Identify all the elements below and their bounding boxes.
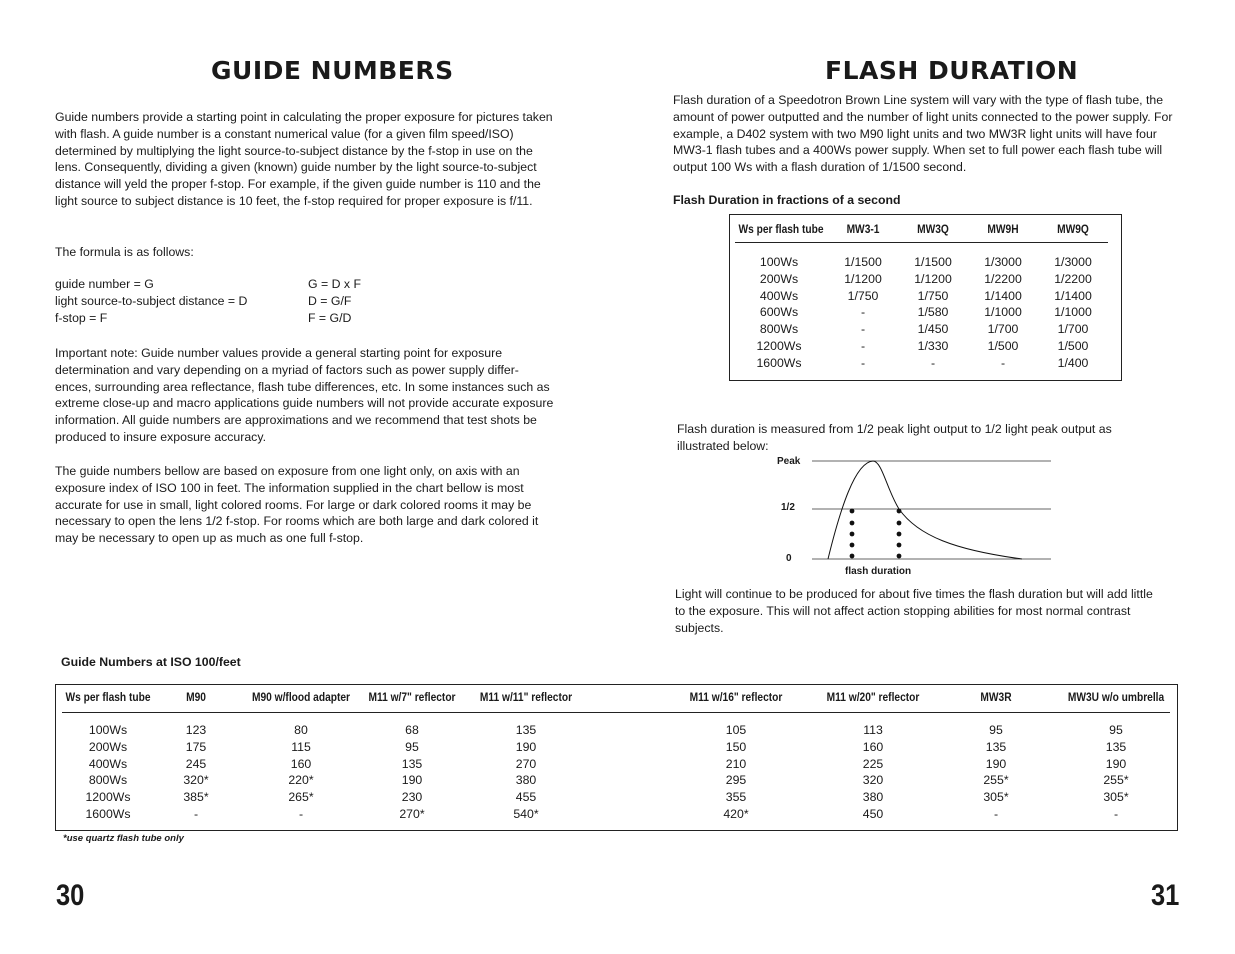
flash-table-cell: 1/1500 <box>914 255 952 269</box>
guide-numbers-title: GUIDE NUMBERS <box>211 56 454 85</box>
guide-table-header-cell: Ws per flash tube <box>65 690 151 704</box>
guide-table-header-cell: M11 w/20" reflector <box>826 690 920 704</box>
guide-table-cell: 190 <box>985 756 1007 771</box>
diagram-label-peak: Peak <box>777 456 801 467</box>
guide-table-cell: 355 <box>725 790 747 805</box>
flash-table-cell: 1/450 <box>917 322 949 337</box>
guide-table-row <box>62 722 1170 739</box>
guide-table-cell: 270 <box>515 756 537 771</box>
guide-table-cell: 380 <box>515 773 537 788</box>
flash-table-row <box>735 321 1108 338</box>
guide-table-cell: 450 <box>862 806 884 821</box>
guide-table-cell: 100Ws <box>88 723 128 737</box>
flash-table-cell: 1/750 <box>917 288 949 303</box>
guide-table-cell: 380 <box>862 790 884 805</box>
flash-table-header-cell: MW9Q <box>1057 222 1089 236</box>
guide-table-cell: 320 <box>862 773 884 788</box>
guide-table-cell: 123 <box>185 723 207 737</box>
flash-table-cell: 1600Ws <box>756 355 802 370</box>
flash-table-header-cell: Ws per flash tube <box>738 222 824 236</box>
flash-after-paragraph: Light will continue to be produced for about five times the flash duration but will add little to the exposure. This will not affect action stopping abilities for most normal contrast subjects. <box>675 587 1153 635</box>
flash-intro-paragraph: Flash duration of a Speedotron Brown Line system will vary with the type of flash tube, the amount of power outputted and the number of light units connected to the power supply. For example, a D402 system with two M90 light units and two MW3R light units will have four MW3-1 flash tubes and a 400Ws power supply. When set to full power each flash tube will output 100 Ws with a flash duration of 1/1500 second. <box>673 93 1173 175</box>
flash-table-cell: 1/750 <box>847 288 879 303</box>
guide-table-cell: 400Ws <box>88 756 128 771</box>
flash-duration-title: FLASH DURATION <box>825 56 1079 85</box>
guide-table-row <box>62 789 1170 806</box>
diagram-label-x: flash duration <box>845 566 912 577</box>
guide-table-cell: - <box>193 806 199 821</box>
guide-table-cell: 68 <box>405 723 419 737</box>
guide-table-caption: Guide Numbers at ISO 100/feet <box>61 655 241 669</box>
guide-table-cell: 160 <box>862 739 884 754</box>
guide-table-cell: 800Ws <box>88 773 128 788</box>
flash-table-cell: 1/700 <box>987 322 1019 337</box>
guide-table-header-cell: M90 <box>186 690 206 704</box>
guide-table-cell: 455 <box>515 790 537 805</box>
guide-table-cell: 245 <box>185 756 207 771</box>
flash-table-cell: 1/3000 <box>1054 255 1092 269</box>
guide-table-cell: 255* <box>1103 773 1129 788</box>
guide-table-header-cell: M90 w/flood adapter <box>251 690 351 704</box>
guide-table-cell: 115 <box>291 739 311 754</box>
flash-table-header <box>735 220 1108 243</box>
page-number-right: 31 <box>1151 879 1180 912</box>
flash-table-cell: 1/1400 <box>1054 288 1092 303</box>
guide-table-cell: - <box>298 806 304 821</box>
flash-table-cell: 800Ws <box>759 322 799 337</box>
formula-expr: F = G/D <box>308 311 352 325</box>
diagram-label-half: 1/2 <box>781 502 795 513</box>
flash-table-cell: - <box>860 338 866 353</box>
page-number-left: 30 <box>56 879 85 912</box>
guide-table-body <box>62 722 1170 823</box>
flash-table-cell: - <box>860 305 866 320</box>
guide-table-cell: 255* <box>983 773 1009 788</box>
flash-table-cell: - <box>1000 355 1006 370</box>
guide-table-cell: 210 <box>725 756 747 771</box>
flash-table-cell: - <box>930 355 936 370</box>
formula-lead: The formula is as follows: <box>55 245 194 259</box>
guide-table-cell: 95 <box>1109 723 1123 737</box>
flash-curve-graphic <box>800 450 1060 570</box>
flash-table-row <box>735 355 1108 372</box>
formula-term: f-stop = F <box>55 311 108 325</box>
flash-table-cell: 200Ws <box>759 271 799 286</box>
guide-table-row <box>62 772 1170 789</box>
guide-table-cell: 270* <box>399 806 425 821</box>
guide-table-cell: 135 <box>401 756 423 771</box>
flash-measured-paragraph: Flash duration is measured from 1/2 peak light output to 1/2 light peak output as illustrated below: <box>677 422 1112 453</box>
guide-table-header-cell: MW3R <box>980 690 1012 704</box>
guide-table-cell: 225 <box>862 756 884 771</box>
guide-table-cell: 190 <box>515 739 537 754</box>
flash-table-row <box>735 271 1108 288</box>
flash-table-row <box>735 288 1108 305</box>
important-note-paragraph: Important note: Guide number values provide a general starting point for exposure determination and vary depending on a myriad of factors such as power supply differ-ences, surrounding area reflectance, flash tube differences, etc. In some instances such as extreme close-up and macro applications guide numbers will not provide accurate exposure information. All guide numbers are approximations and we recommend that test shots be produced to insure exposure accuracy. <box>55 346 554 444</box>
flash-table-cell: 1/3000 <box>984 255 1022 269</box>
formula-term: guide number = G <box>55 277 154 291</box>
flash-table-header-cell: MW9H <box>987 222 1019 236</box>
guide-table-header-cell: M11 w/16" reflector <box>689 690 783 704</box>
flash-table-cell: 1/1400 <box>984 288 1022 303</box>
guide-table-cell: 190 <box>401 773 423 788</box>
flash-table-cell: 1/1500 <box>844 255 882 269</box>
guide-table-row <box>62 806 1170 823</box>
guide-table-cell: 200Ws <box>88 739 128 754</box>
flash-table-cell: - <box>860 355 866 370</box>
guide-table-cell: 295 <box>725 773 747 788</box>
marker-dot <box>850 543 855 548</box>
guide-table-cell: 135 <box>985 739 1007 754</box>
guide-table-row <box>62 756 1170 773</box>
flash-table-row <box>735 338 1108 355</box>
formula-expr: G = D x F <box>308 277 361 291</box>
guide-table-cell: 95 <box>989 723 1003 737</box>
flash-table-header-cell: MW3Q <box>917 222 949 236</box>
guide-table-cell: 135 <box>1105 739 1127 754</box>
marker-dot <box>850 554 855 559</box>
flash-table-cell: 1/1000 <box>1054 305 1092 320</box>
guide-table-cell: 105 <box>725 723 747 737</box>
guide-table-header-cell: MW3U w/o umbrella <box>1067 690 1165 704</box>
flash-table-cell: 600Ws <box>759 305 799 320</box>
guide-table-cell: 265* <box>288 790 314 805</box>
flash-table-cell: 100Ws <box>759 255 799 269</box>
guide-table-cell: 540* <box>513 806 539 821</box>
guide-table-cell: 95 <box>405 739 419 754</box>
guide-table-cell: 150 <box>725 739 747 754</box>
guide-table-cell: - <box>993 806 999 821</box>
guide-table-cell: 175 <box>185 739 207 754</box>
flash-curve <box>828 461 1022 559</box>
guide-intro-paragraph: Guide numbers provide a starting point in calculating the proper exposure for pictures taken with flash. A guide number is a constant numerical value (for a given film speed/ISO) determined by multiplying the light source-to-subject distance by the f-stop in use on the lens. Consequently, dividing a given (known) guide number by the light source-to-subject distance will yeld the proper f-stop. For example, if the given guide number is 110 and the light source to subject distance is 10 feet, the f-stop required for proper exposure is f/11. <box>55 110 553 208</box>
guide-table-header <box>62 688 1170 713</box>
diagram-label-zero: 0 <box>786 553 792 564</box>
marker-dot <box>850 521 855 526</box>
guide-table-footnote: *use quartz flash tube only <box>63 833 184 844</box>
guide-table-cell: 230 <box>401 790 423 805</box>
marker-dot <box>850 509 855 514</box>
formula-term: light source-to-subject distance = D <box>55 294 248 308</box>
guide-table-row <box>62 739 1170 756</box>
flash-table-row <box>735 254 1108 271</box>
guide-table-cell: 190 <box>1105 756 1127 771</box>
guide-table-cell: 220* <box>288 773 314 788</box>
flash-table-row <box>735 304 1108 321</box>
guide-table-cell: 160 <box>290 756 312 771</box>
marker-dot <box>850 532 855 537</box>
marker-dot <box>897 509 902 514</box>
flash-table-cell: 1/500 <box>1057 338 1089 353</box>
flash-table-cell: 1/1200 <box>844 271 882 286</box>
guide-bellow-paragraph: The guide numbers bellow are based on exposure from one light only, on axis with an exposure index of ISO 100 in feet. The information supplied in the chart bellow is most accurate for use in small, light colored rooms. For large or dark colored rooms it may be necessary to open the lens 1/2 f-stop. For rooms which are both large and dark colored it may be necessary to open up as much as one full f-stop. <box>55 464 539 546</box>
flash-table-body <box>735 254 1108 372</box>
guide-table-cell: 320* <box>183 773 209 788</box>
flash-table-cell: 400Ws <box>759 288 799 303</box>
flash-table-header-cell: MW3-1 <box>846 222 880 236</box>
guide-table-cell: 305* <box>983 790 1009 805</box>
flash-table-cell: 1/1000 <box>984 305 1022 320</box>
marker-dot <box>897 554 902 559</box>
flash-table-cell: 1200Ws <box>756 338 802 353</box>
marker-dot <box>897 543 902 548</box>
guide-table-cell: - <box>1113 806 1119 821</box>
flash-table-cell: 1/700 <box>1057 322 1089 337</box>
flash-table-cell: 1/500 <box>987 338 1019 353</box>
guide-table-cell: 420* <box>723 806 749 821</box>
guide-table-cell: 1200Ws <box>85 790 131 805</box>
flash-table-cell: 1/2200 <box>1054 271 1092 286</box>
marker-dot <box>897 521 902 526</box>
guide-table-header-cell: M11 w/11" reflector <box>479 690 573 704</box>
guide-table-cell: 385* <box>183 790 209 805</box>
guide-table-cell: 135 <box>515 723 537 737</box>
flash-table-cell: 1/2200 <box>984 271 1022 286</box>
guide-table-cell: 1600Ws <box>85 806 131 821</box>
flash-table-cell: - <box>860 322 866 337</box>
flash-table-caption: Flash Duration in fractions of a second <box>673 193 901 207</box>
flash-table-cell: 1/400 <box>1057 355 1089 370</box>
flash-table-cell: 1/1200 <box>914 271 952 286</box>
flash-table-cell: 1/580 <box>917 305 949 320</box>
guide-table-cell: 305* <box>1103 790 1129 805</box>
formula-expr: D = G/F <box>308 294 352 308</box>
guide-table-cell: 113 <box>863 723 883 737</box>
guide-table-header-cell: M11 w/7" reflector <box>368 690 456 704</box>
flash-table-cell: 1/330 <box>917 338 949 353</box>
guide-table-cell: 80 <box>294 723 308 737</box>
marker-dot <box>897 532 902 537</box>
